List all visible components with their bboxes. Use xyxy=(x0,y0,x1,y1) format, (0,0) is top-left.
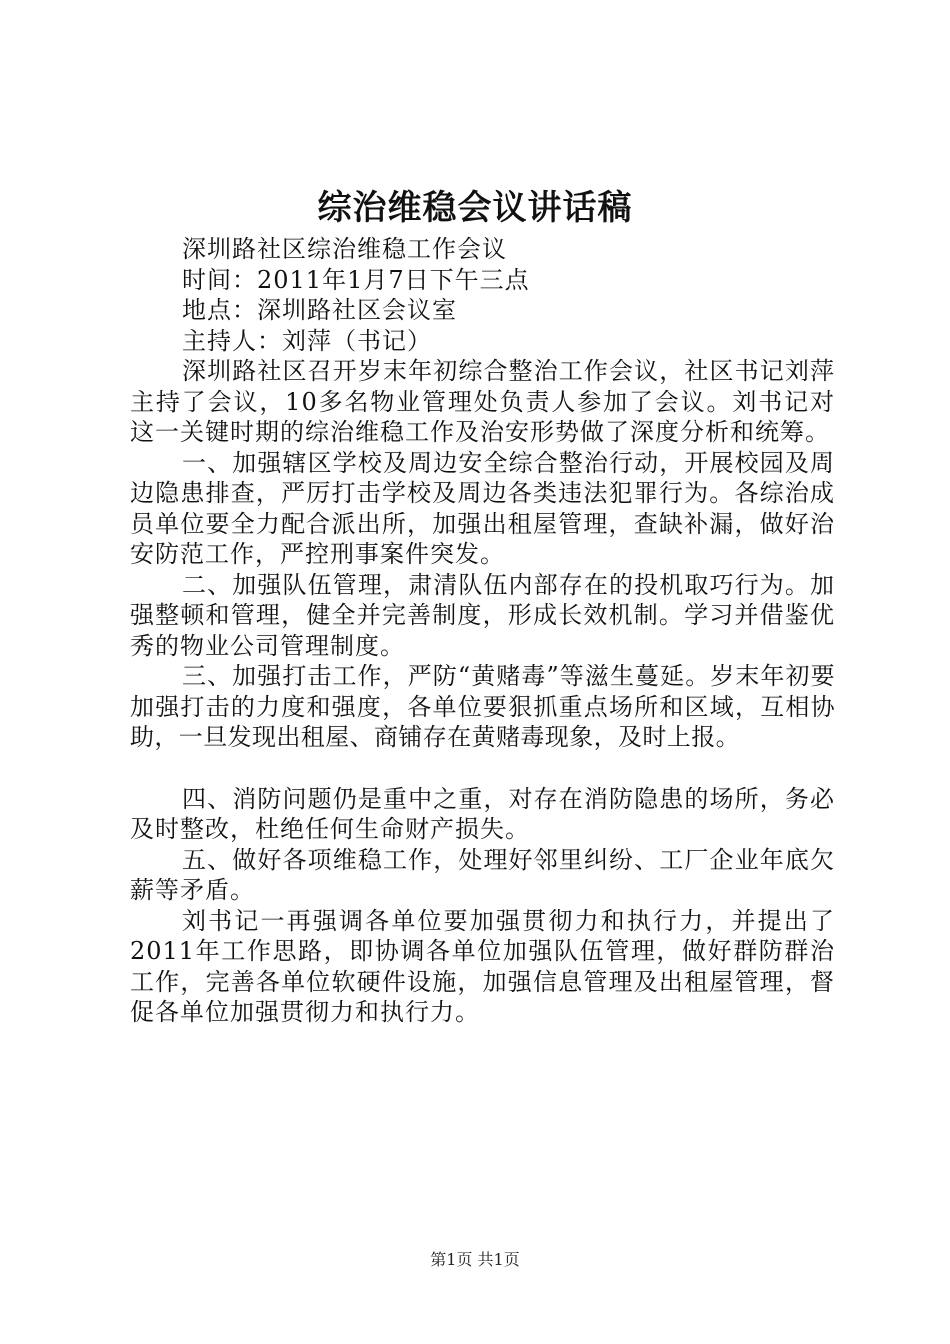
meeting-location: 地点：深圳路社区会议室 xyxy=(182,296,457,324)
point-two-paragraph: 二、加强队伍管理，肃清队伍内部存在的投机取巧行为。加强整顿和管理，健全并完善制度，形成长效机制。学习并借鉴优秀的物业公司管理制度。 xyxy=(130,570,835,660)
meeting-host: 主持人：刘萍（书记） xyxy=(182,326,432,355)
point-one-paragraph: 一、加强辖区学校及周边安全综合整治行动，开展校园及周边隐患排查，严厉打击学校及周边各类违法犯罪行为。各综治成员单位要全力配合派出所，加强出租屋管理，查缺补漏，做好治安防范工作，严控刑事案件突发。 xyxy=(130,448,835,568)
meeting-time: 时间：2011年1月7日下午三点 xyxy=(182,265,530,294)
summary-paragraph: 刘书记一再强调各单位要加强贯彻力和执行力，并提出了2011年工作思路，即协调各单位加强队伍管理，做好群防群治工作，完善各单位软硬件设施，加强信息管理及出租屋管理，督促各单位加强贯彻力和执行力。 xyxy=(130,906,835,1026)
paragraph-spacer xyxy=(130,753,835,784)
document-body xyxy=(130,234,835,1028)
document-title: 综治维稳会议讲话稿 xyxy=(317,188,633,228)
point-three-paragraph: 三、加强打击工作，严防“黄赌毒”等滋生蔓延。岁末年初要加强打击的力度和强度，各单位要狠抓重点场所和区域，互相协助，一旦发现出租屋、商铺存在黄赌毒现象，及时上报。 xyxy=(130,662,835,751)
intro-paragraph: 深圳路社区召开岁末年初综合整治工作会议，社区书记刘萍主持了会议，10多名物业管理处负责人参加了会议。刘书记对这一关键时期的综治维稳工作及治安形势做了深度分析和统筹。 xyxy=(130,357,835,446)
point-five-paragraph: 五、做好各项维稳工作，处理好邻里纠纷、工厂企业年底欠薪等矛盾。 xyxy=(130,845,835,904)
page-footer: 第1页 共1页 xyxy=(430,1250,520,1269)
meeting-name: 深圳路社区综治维稳工作会议 xyxy=(182,235,507,263)
point-four-paragraph: 四、消防问题仍是重中之重，对存在消防隐患的场所，务必及时整改，杜绝任何生命财产损失。 xyxy=(130,784,835,843)
